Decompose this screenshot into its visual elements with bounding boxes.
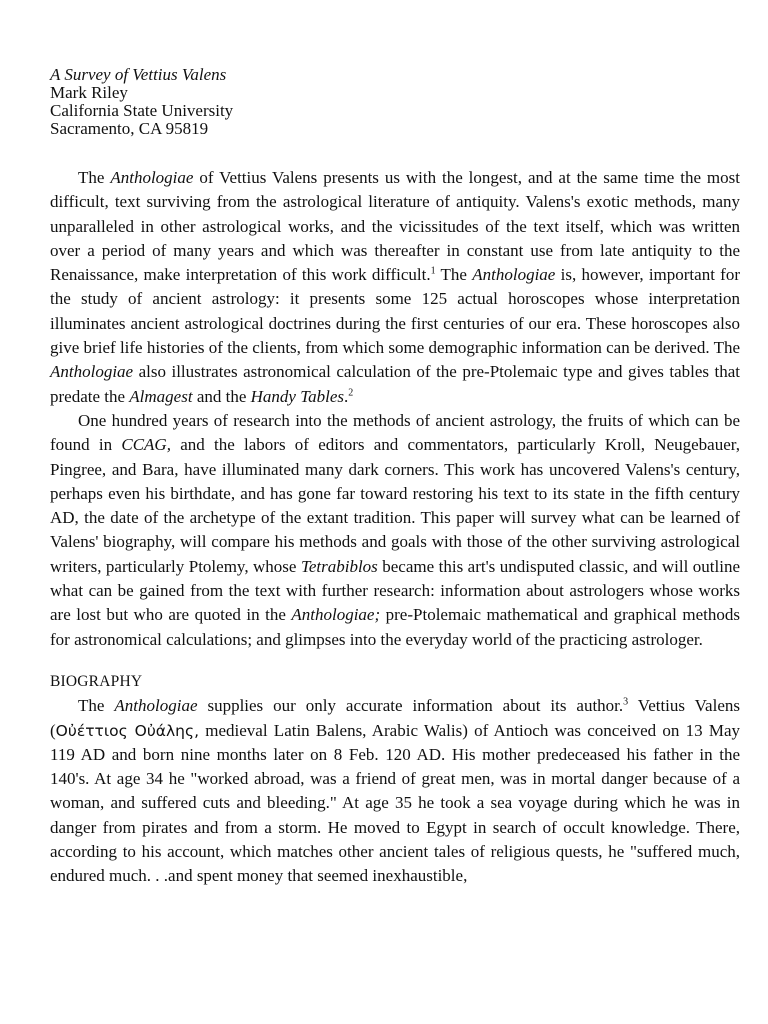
paragraph-introduction: The Anthologiae of Vettius Valens presents us with the longest, and at the same time the most difficult, text surviving from the astrological literature of antiquity. Valens's exotic methods, many unparalleled in other astrological works, and the vicissitudes of the text itself, which was written over a period of many years and which was thereafter in constant use from late antiquity to the Renaissance, make interpretation of this work difficult.$^1$ The Anthologiae is, however, important for the study of ancient astrology: it presents some 125 actual horoscopes whose interpretation illuminates ancient astrological doctrines during the first centuries of our era. These horoscopes also give brief life histories of the clients, from which some demographic information can be derived. The Anthologiae also illustrates astronomical calculation of the pre-Ptolemaic type and gives tables that predate the Almagest and the Handy Tables.$^2$ [50,168,741,406]
greek-name: Οὐέττιος Οὐάλης, [55,721,200,740]
author-name: Mark Riley [50,83,128,102]
document-header [50,66,740,138]
footnote-marker: 3 [623,696,629,708]
paragraph-biography: The Anthologiae supplies our only accurate information about its author.$^3$ Vettius Valens (Οὐέττιος Οὐάλης, medieval Latin Balens, Arabic Walis) of Antioch was conceived on 13 May 119 AD and born nine months later on 8 Feb. 120 AD. His mother predeceased his father in the 140's. At age 34 he "worked abroad, was a friend of great men, was in mortal danger because of a woman, and suffered cuts and bleeding." At age 35 he took a sea voyage during which he was in danger from pirates and from a storm. He moved to Egypt in search of occult knowledge. There, according to his account, which matches other ancient tales of religious quests, he "suffered much, endured much. . .and spent money that seemed inexhaustible, [50,696,740,886]
document-title: A Survey of Vettius Valens [50,65,227,84]
section-heading-biography: BIOGRAPHY [50,672,143,690]
footnote-marker: 1 [430,265,436,277]
author-location: Sacramento, CA 95819 [50,119,209,138]
document-page [50,66,740,889]
author-institution: California State University [50,101,234,120]
footnote-marker: 2 [348,387,354,399]
paragraph-research: One hundred years of research into the methods of ancient astrology, the fruits of which can be found in CCAG, and the labors of editors and commentators, particularly Kroll, Neugebauer, Pingree, and Bara, have illuminated many dark corners. This work has uncovered Valens's century, perhaps even his birthdate, and has gone far toward restoring his text to its state in the fifth century AD, the date of the archetype of the extant tradition. This paper will survey what can be learned of Valens' biography, will compare his methods and goals with those of the other surviving astrological writers, particularly Ptolemy, whose Tetrabiblos became this art's undisputed classic, and will outline what can be gained from the text with further research: information about astrologers whose works are lost but who are quoted in the Anthologiae; pre-Ptolemaic mathematical and graphical methods for astronomical calculations; and glimpses into the everyday world of the practicing astrologer. [50,410,741,649]
